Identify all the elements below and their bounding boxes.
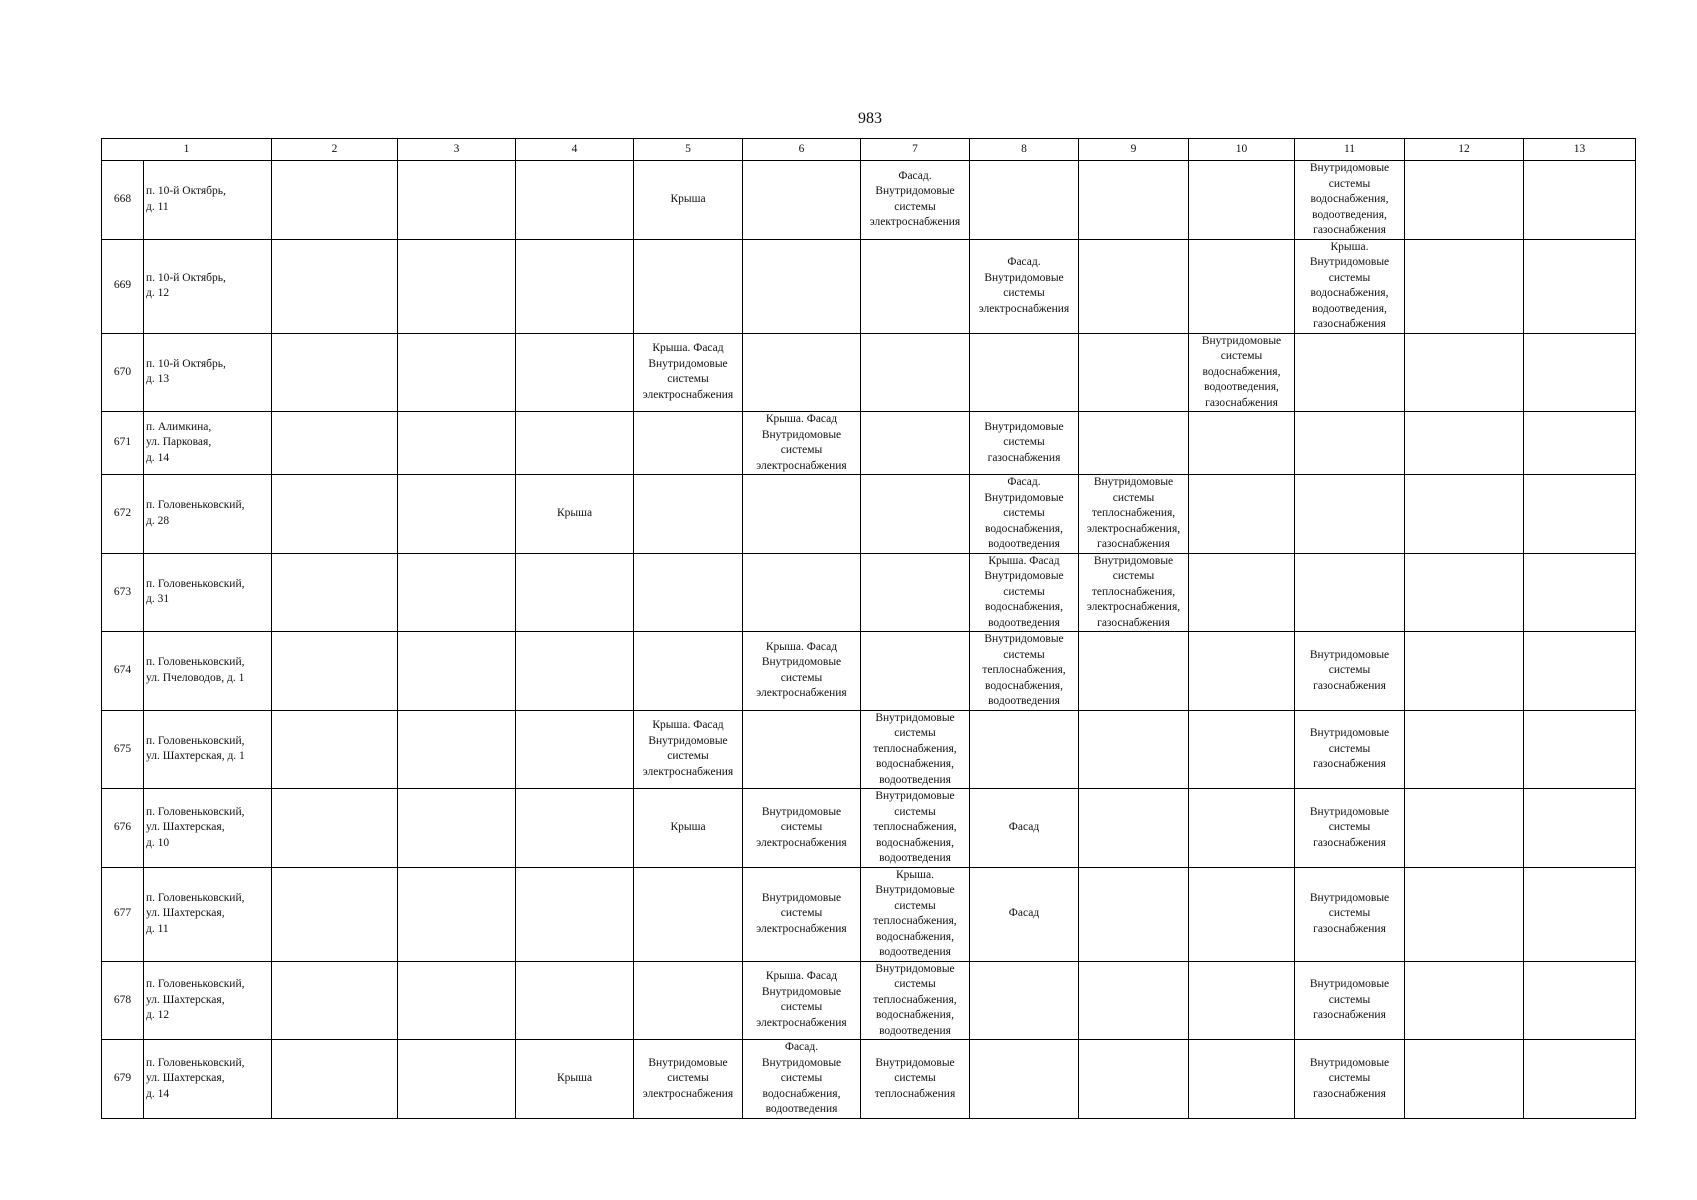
work-cell-col-11 [1295,961,1405,1040]
row-number: 674 [102,632,144,711]
work-cell-col-13 [1524,553,1636,632]
work-cell-col-2 [272,553,398,632]
address-cell: п. Головеньковский, ул. Шахтерская, д. 14 [144,1040,272,1119]
work-cell-col-6 [743,412,861,475]
row-number: 673 [102,553,144,632]
work-cell-col-5 [634,333,743,412]
work-cell-col-8 [970,333,1079,412]
work-cell-col-2 [272,412,398,475]
work-cell-col-7 [861,1040,970,1119]
work-cell-col-6 [743,333,861,412]
work-cell-col-3 [398,1040,516,1119]
work-cell-col-12 [1405,239,1524,333]
work-cell-col-9 [1079,475,1189,554]
column-header-11: 11 [1295,139,1405,161]
column-header-4: 4 [516,139,634,161]
row-number: 669 [102,239,144,333]
work-cell-col-5 [634,553,743,632]
work-cell-col-9 [1079,161,1189,240]
work-cell-col-6 [743,553,861,632]
work-cell-col-8 [970,867,1079,961]
work-type-text: Крыша. Фасад Внутридомовые системы электроснабжения [642,719,734,778]
work-cell-col-4 [516,475,634,554]
work-cell-col-9 [1079,333,1189,412]
work-cell-col-6 [743,867,861,961]
row-number: 671 [102,412,144,475]
work-cell-col-10 [1189,1040,1295,1119]
work-cell-col-7 [861,475,970,554]
work-type-text: Внутридомовые системы электроснабжения [756,891,847,935]
work-type-text: Фасад. Внутридомовые системы электроснабжения [978,256,1070,315]
work-cell-col-4 [516,867,634,961]
work-cell-col-4 [516,961,634,1040]
work-cell-col-11 [1295,333,1405,412]
work-cell-col-13 [1524,333,1636,412]
work-cell-col-3 [398,475,516,554]
row-number: 672 [102,475,144,554]
work-cell-col-12 [1405,710,1524,789]
work-type-text: Фасад [1008,821,1040,833]
work-cell-col-11 [1295,789,1405,868]
table-body [102,161,1636,1119]
work-cell-col-12 [1405,333,1524,412]
address-cell: п. Головеньковский, ул. Пчеловодов, д. 1 [144,632,272,711]
table-header [102,139,1636,161]
work-cell-col-2 [272,710,398,789]
header-row [102,139,1636,161]
work-cell-col-2 [272,632,398,711]
work-cell-col-10 [1189,412,1295,475]
work-cell-col-11 [1295,475,1405,554]
work-cell-col-13 [1524,1040,1636,1119]
work-cell-col-5 [634,475,743,554]
work-cell-col-6 [743,475,861,554]
work-cell-col-12 [1405,161,1524,240]
work-type-text: Внутридомовые системы газоснабжения [984,420,1064,464]
address-cell: п. Головеньковский, ул. Шахтерская, д. 12 [144,961,272,1040]
work-cell-col-7 [861,961,970,1040]
work-cell-col-10 [1189,475,1295,554]
column-header-3: 3 [398,139,516,161]
row-number: 670 [102,333,144,412]
work-cell-col-7 [861,632,970,711]
work-cell-col-6 [743,239,861,333]
work-cell-col-5 [634,412,743,475]
work-type-text: Крыша. Фасад Внутридомовые системы электроснабжения [756,640,847,700]
work-cell-col-4 [516,333,634,412]
work-cell-col-8 [970,553,1079,632]
table-row [102,475,1636,554]
work-cell-col-9 [1079,553,1189,632]
column-header-8: 8 [970,139,1079,161]
address-cell: п. 10-й Октябрь, д. 11 [144,161,272,240]
table-row [102,632,1636,711]
work-type-text: Внутридомовые системы электроснабжения [642,1056,734,1100]
address-cell: п. Головеньковский, ул. Шахтерская, д. 10 [144,789,272,868]
work-cell-col-13 [1524,161,1636,240]
work-cell-col-12 [1405,1040,1524,1119]
work-type-text: Крыша. Внутридомовые системы водоснабжения, водоотведения, газоснабжения [1309,240,1390,330]
work-type-text: Внутридомовые системы теплоснабжения, водоснабжения, водоотведения [982,633,1066,707]
work-cell-col-12 [1405,412,1524,475]
work-cell-col-9 [1079,867,1189,961]
table-row [102,961,1636,1040]
work-cell-col-9 [1079,961,1189,1040]
work-cell-col-9 [1079,632,1189,711]
address-cell: п. Алимкина, ул. Парковая, д. 14 [144,412,272,475]
work-cell-col-2 [272,789,398,868]
table-row [102,1040,1636,1119]
work-cell-col-4 [516,789,634,868]
work-cell-col-13 [1524,789,1636,868]
address-cell: п. Головеньковский, ул. Шахтерская, д. 1 [144,710,272,789]
work-type-text: Внутридомовые системы газоснабжения [1309,978,1390,1021]
work-type-text: Крыша [556,1072,593,1084]
work-type-text: Внутридомовые системы газоснабжения [1309,727,1390,770]
work-type-text: Внутридомовые системы теплоснабжения, электроснабжения, газоснабжения [1086,554,1181,629]
work-type-text: Крыша [670,821,706,833]
work-type-text: Внутридомовые системы водоснабжения, водоотведения, газоснабжения [1201,334,1282,409]
work-cell-col-5 [634,961,743,1040]
table-row [102,333,1636,412]
work-type-text: Фасад [1008,907,1040,920]
work-cell-col-4 [516,412,634,475]
work-cell-col-4 [516,553,634,632]
work-type-text: Внутридомовые системы газоснабжения [1309,805,1390,849]
work-cell-col-2 [272,961,398,1040]
work-cell-col-10 [1189,161,1295,240]
work-cell-col-13 [1524,412,1636,475]
work-cell-col-12 [1405,961,1524,1040]
work-cell-col-3 [398,161,516,240]
address-cell: п. 10-й Октябрь, д. 12 [144,239,272,333]
work-cell-col-7 [861,161,970,240]
column-header-13: 13 [1524,139,1636,161]
work-cell-col-8 [970,789,1079,868]
work-cell-col-7 [861,412,970,475]
work-cell-col-6 [743,161,861,240]
work-cell-col-11 [1295,553,1405,632]
work-type-text: Крыша. Фасад Внутридомовые системы электроснабжения [642,342,734,401]
work-cell-col-3 [398,412,516,475]
work-cell-col-5 [634,632,743,711]
work-cell-col-8 [970,961,1079,1040]
row-number: 679 [102,1040,144,1119]
row-number: 678 [102,961,144,1040]
work-cell-col-2 [272,239,398,333]
work-cell-col-13 [1524,632,1636,711]
row-number: 676 [102,789,144,868]
work-cell-col-3 [398,239,516,333]
work-cell-col-10 [1189,789,1295,868]
column-header-1: 1 [102,139,272,161]
work-cell-col-8 [970,710,1079,789]
work-cell-col-13 [1524,239,1636,333]
work-cell-col-7 [861,710,970,789]
work-cell-col-4 [516,710,634,789]
work-cell-col-10 [1189,632,1295,711]
column-header-9: 9 [1079,139,1189,161]
work-cell-col-6 [743,710,861,789]
work-type-text: Внутридомовые системы теплоснабжения [874,1056,956,1100]
work-type-text: Крыша [556,507,593,519]
column-header-2: 2 [272,139,398,161]
work-cell-col-9 [1079,710,1189,789]
work-cell-col-9 [1079,1040,1189,1119]
work-cell-col-6 [743,1040,861,1119]
work-cell-col-3 [398,867,516,961]
column-header-12: 12 [1405,139,1524,161]
work-cell-col-8 [970,239,1079,333]
work-cell-col-7 [861,333,970,412]
work-cell-col-7 [861,239,970,333]
work-cell-col-10 [1189,710,1295,789]
work-type-text: Фасад. Внутридомовые системы водоснабжения, водоотведения [761,1041,842,1115]
work-cell-col-6 [743,961,861,1040]
column-header-6: 6 [743,139,861,161]
column-header-5: 5 [634,139,743,161]
work-cell-col-11 [1295,161,1405,240]
work-cell-col-4 [516,161,634,240]
work-cell-col-13 [1524,475,1636,554]
repair-schedule-table [101,138,1636,1119]
table-row [102,710,1636,789]
work-cell-col-7 [861,867,970,961]
work-cell-col-10 [1189,553,1295,632]
work-cell-col-5 [634,1040,743,1119]
work-cell-col-2 [272,867,398,961]
work-type-text: Крыша. Фасад Внутридомовые системы водоснабжения, водоотведения [984,554,1064,629]
address-cell: п. Головеньковский, д. 31 [144,553,272,632]
row-number: 675 [102,710,144,789]
work-cell-col-2 [272,333,398,412]
address-cell: п. 10-й Октябрь, д. 13 [144,333,272,412]
work-cell-col-11 [1295,239,1405,333]
work-cell-col-8 [970,475,1079,554]
table-row [102,161,1636,240]
work-cell-col-11 [1295,710,1405,789]
page-number: 983 [858,110,882,127]
work-cell-col-3 [398,789,516,868]
work-cell-col-8 [970,412,1079,475]
work-cell-col-10 [1189,867,1295,961]
work-cell-col-12 [1405,553,1524,632]
work-type-text: Фасад. Внутридомовые системы электроснабжения [869,169,961,229]
column-header-7: 7 [861,139,970,161]
work-cell-col-2 [272,1040,398,1119]
work-cell-col-5 [634,161,743,240]
table-row [102,867,1636,961]
work-cell-col-4 [516,1040,634,1119]
work-cell-col-4 [516,239,634,333]
work-cell-col-9 [1079,239,1189,333]
work-cell-col-13 [1524,961,1636,1040]
work-cell-col-5 [634,789,743,868]
work-cell-col-2 [272,161,398,240]
work-type-text: Внутридомовые системы газоснабжения [1309,1056,1390,1100]
work-cell-col-3 [398,961,516,1040]
work-cell-col-10 [1189,961,1295,1040]
work-cell-col-5 [634,710,743,789]
work-cell-col-10 [1189,239,1295,333]
work-cell-col-12 [1405,632,1524,711]
work-type-text: Внутридомовые системы газоснабжения [1309,891,1390,935]
work-type-text: Внутридомовые системы теплоснабжения, водоснабжения, водоотведения [873,790,957,864]
work-type-text: Внутридомовые системы теплоснабжения, водоснабжения, водоотведения [873,711,957,786]
work-cell-col-8 [970,1040,1079,1119]
work-type-text: Внутридомовые системы теплоснабжения, электроснабжения, газоснабжения [1086,476,1181,550]
work-cell-col-13 [1524,867,1636,961]
work-cell-col-13 [1524,710,1636,789]
work-cell-col-3 [398,632,516,711]
work-cell-col-3 [398,553,516,632]
work-cell-col-12 [1405,867,1524,961]
work-type-text: Внутридомовые системы водоснабжения, водоотведения, газоснабжения [1309,162,1390,236]
work-cell-col-12 [1405,789,1524,868]
work-cell-col-11 [1295,632,1405,711]
work-cell-col-6 [743,632,861,711]
work-type-text: Внутридомовые системы теплоснабжения, водоснабжения, водоотведения [873,962,957,1037]
table-row [102,789,1636,868]
work-type-text: Внутридомовые системы электроснабжения [756,805,847,849]
work-type-text: Внутридомовые системы газоснабжения [1309,648,1390,692]
table-row [102,553,1636,632]
work-type-text: Крыша [670,193,706,205]
work-cell-col-9 [1079,789,1189,868]
work-cell-col-3 [398,710,516,789]
work-cell-col-8 [970,632,1079,711]
address-cell: п. Головеньковский, ул. Шахтерская, д. 11 [144,867,272,961]
work-cell-col-5 [634,239,743,333]
column-header-10: 10 [1189,139,1295,161]
work-cell-col-2 [272,475,398,554]
work-cell-col-8 [970,161,1079,240]
work-cell-col-11 [1295,412,1405,475]
work-cell-col-10 [1189,333,1295,412]
work-type-text: Фасад. Внутридомовые системы водоснабжения, водоотведения [984,476,1064,550]
table-row [102,239,1636,333]
work-cell-col-11 [1295,867,1405,961]
work-cell-col-6 [743,789,861,868]
work-cell-col-7 [861,789,970,868]
work-cell-col-7 [861,553,970,632]
work-type-text: Крыша. Фасад Внутридомовые системы электроснабжения [756,413,847,472]
work-cell-col-12 [1405,475,1524,554]
work-cell-col-4 [516,632,634,711]
work-cell-col-9 [1079,412,1189,475]
row-number: 668 [102,161,144,240]
work-type-text: Крыша. Фасад Внутридомовые системы электроснабжения [756,970,847,1029]
row-number: 677 [102,867,144,961]
work-cell-col-3 [398,333,516,412]
table-row [102,412,1636,475]
work-cell-col-11 [1295,1040,1405,1119]
work-type-text: Крыша. Внутридомовые системы теплоснабжения, водоснабжения, водоотведения [873,868,957,958]
work-cell-col-5 [634,867,743,961]
address-cell: п. Головеньковский, д. 28 [144,475,272,554]
